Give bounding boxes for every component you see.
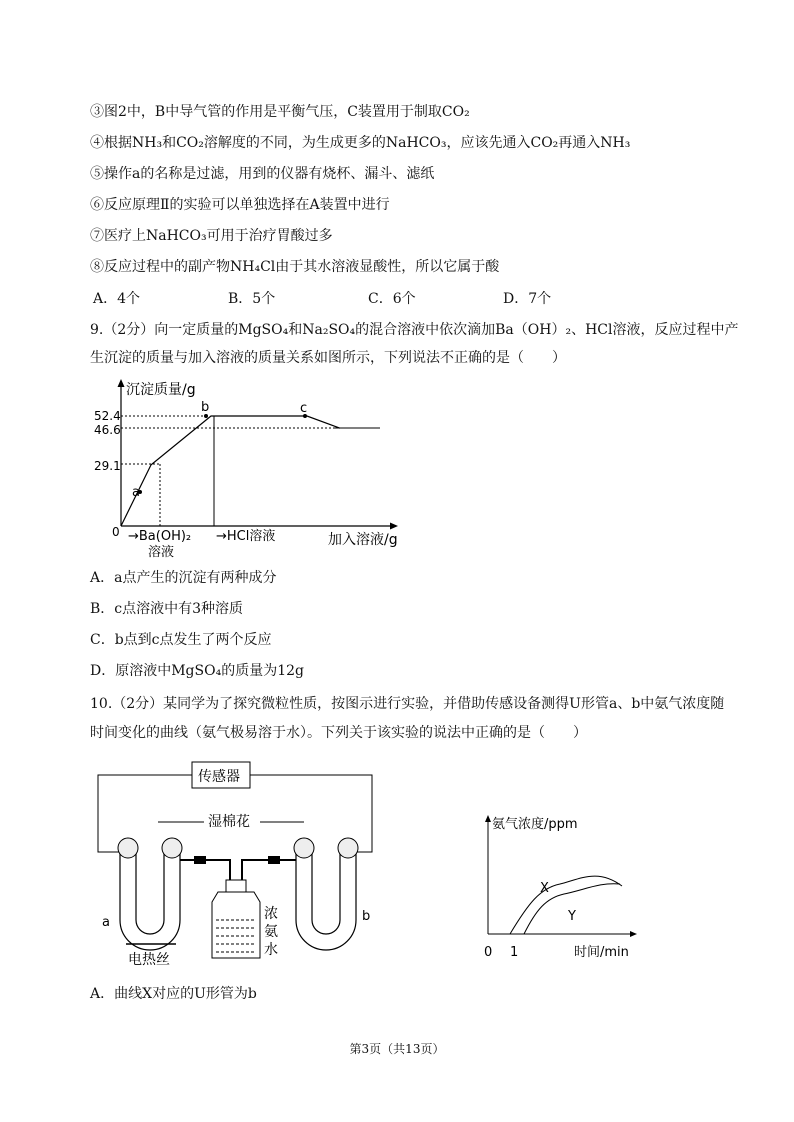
cotton-ball-a2 [162, 838, 182, 858]
q10-option-a[interactable]: A．曲线X对应的U形管为b [90, 986, 257, 1002]
graph-y-arrow [485, 815, 491, 822]
label-point-b: b [201, 400, 210, 415]
q9-option-b[interactable]: B．c点溶液中有3种溶质 [90, 601, 244, 617]
statement-4: ④根据NH₃和CO₂溶解度的不同，为生成更多的NaHCO₃，应该先通入CO₂再通入NH₃ [90, 135, 631, 151]
x-axis-arrow [390, 523, 398, 530]
bottle-body [212, 892, 260, 958]
x-axis-label: 加入溶液/g [328, 532, 398, 548]
page-footer: 第3页（共13页） [349, 1042, 445, 1056]
y-tick-46-6: 46.6 [94, 423, 121, 437]
cotton-ball-b2 [338, 838, 358, 858]
cotton-ball-b1 [294, 838, 314, 858]
graph-x-arrow [630, 931, 637, 937]
q10-stem-line2: 时间变化的曲线（氨气极易溶于水）。下列关于该实验的说法中正确的是（ ） [90, 725, 587, 741]
graph-y-label: 氨气浓度/ppm [492, 817, 578, 832]
q9-option-c[interactable]: C．b点到c点发生了两个反应 [90, 632, 272, 648]
statement-7: ⑦医疗上NaHCO₃可用于治疗胃酸过多 [90, 228, 333, 244]
graph-x-label: 时间/min [574, 945, 629, 960]
q9-option-a[interactable]: A．a点产生的沉淀有两种成分 [90, 570, 277, 586]
region-label-solution: 溶液 [148, 545, 175, 560]
graph-origin: 0 [484, 945, 493, 960]
region-label-baoh2: →Ba(OH)₂ [128, 529, 192, 544]
tube-a-label: a [102, 915, 110, 930]
label-point-a: a [132, 485, 140, 500]
y-tick-29-1: 29.1 [94, 459, 121, 473]
tube-b-label: b [362, 909, 371, 924]
u-tube-a [120, 852, 180, 950]
q9-option-d[interactable]: D．原溶液中MgSO₄的质量为12g [90, 663, 304, 679]
precipitate-curve [121, 416, 340, 526]
q8-option-d[interactable]: D．7个 [503, 291, 552, 307]
cotton-label: 湿棉花 [208, 814, 250, 830]
q10-concentration-graph [480, 806, 650, 966]
clamp-left [194, 856, 206, 864]
statement-5: ⑤操作a的名称是过滤，用到的仪器有烧杯、漏斗、滤纸 [90, 166, 435, 182]
q8-option-b[interactable]: B．5个 [228, 291, 276, 307]
q9-chart [88, 376, 428, 560]
curve-x [510, 876, 622, 934]
u-tube-b [296, 852, 356, 950]
y-axis-label: 沉淀质量/g [126, 382, 196, 398]
q9-stem-line2: 生沉淀的质量与加入溶液的质量关系如图所示，下列说法不正确的是（ ） [90, 350, 566, 366]
q10-stem-line1: 10.（2分）某同学为了探究微粒性质，按图示进行实验，并借助传感设备测得U形管a、b中氨气浓度随 [90, 696, 725, 712]
region-label-hcl: →HCl溶液 [216, 529, 276, 544]
cotton-ball-a1 [118, 838, 138, 858]
q8-option-a[interactable]: A．4个 [93, 291, 141, 307]
y-tick-52-4: 52.4 [94, 409, 121, 423]
bottle-neck [226, 880, 246, 892]
sensor-label: 传感器 [198, 769, 240, 785]
ammonia-label-1: 浓 [264, 906, 278, 922]
q8-options [93, 288, 693, 308]
graph-tick-1: 1 [510, 945, 519, 960]
curve-x-label: X [540, 881, 549, 896]
statement-8: ⑧反应过程中的副产物NH₄Cl由于其水溶液显酸性，所以它属于酸 [90, 259, 500, 275]
ammonia-label-3: 水 [264, 942, 278, 958]
ammonia-label-2: 氨 [264, 924, 278, 940]
y-axis-arrow [118, 379, 125, 387]
statement-3: ③图2中，B中导气管的作用是平衡气压，C装置用于制取CO₂ [90, 104, 470, 120]
y-tick-0: 0 [112, 525, 120, 539]
q8-option-c[interactable]: C．6个 [368, 291, 416, 307]
curve-y-label: Y [568, 909, 576, 924]
heater-label: 电热丝 [128, 952, 170, 968]
q10-apparatus [90, 760, 390, 975]
label-point-c: c [300, 401, 308, 416]
clamp-right [268, 856, 280, 864]
statement-6: ⑥反应原理Ⅱ的实验可以单独选择在A装置中进行 [90, 197, 390, 213]
q9-stem-line1: 9.（2分）向一定质量的MgSO₄和Na₂SO₄的混合溶液中依次滴加Ba（OH）₂、HCl溶液，反应过程中产 [90, 322, 739, 338]
